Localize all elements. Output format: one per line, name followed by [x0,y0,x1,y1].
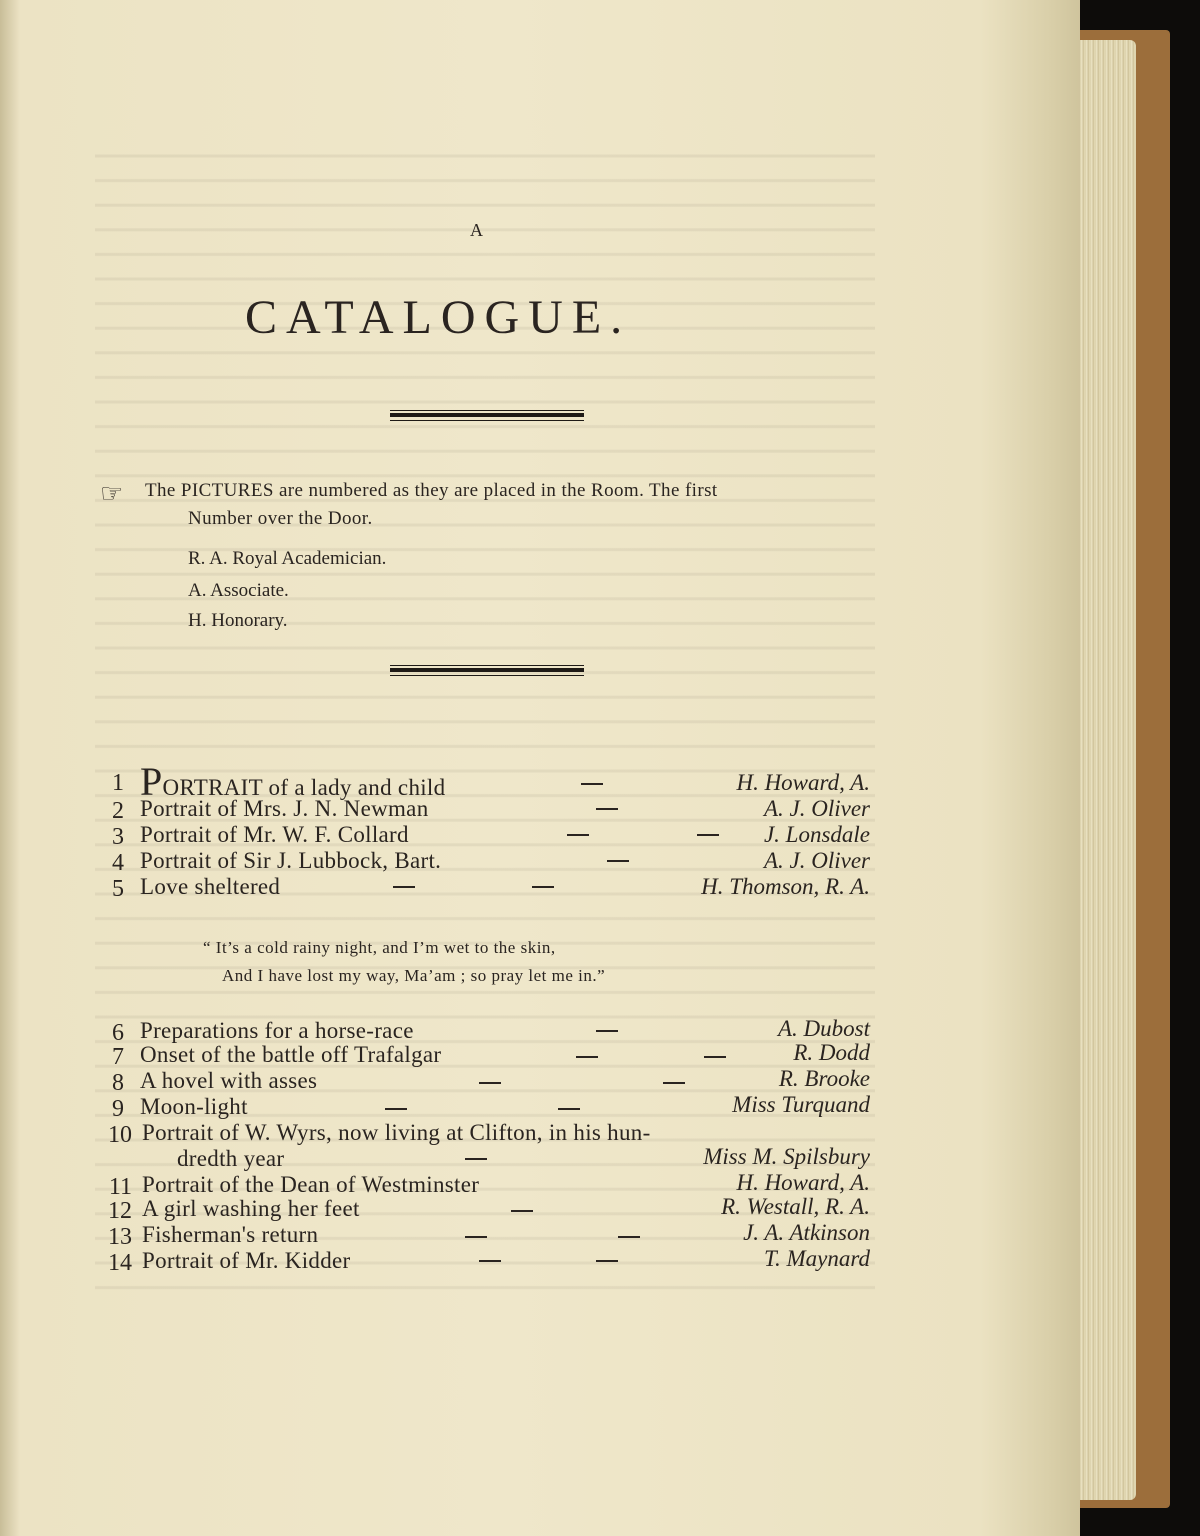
entry-number: 13 [108,1224,132,1250]
leader-dash [567,834,589,836]
entry-title-continued: dredth year [177,1146,285,1171]
entry-artist: H. Howard, A. [736,770,870,795]
entry-title: Fisherman's return [142,1222,319,1247]
quote-line-1: “ It’s a cold rainy night, and I’m wet to the skin, [203,938,556,957]
entry-number: 9 [112,1096,124,1122]
entry-artist: Miss M. Spilsbury [703,1144,870,1169]
entry-number: 5 [112,876,124,902]
entry-title: PORTRAIT of a lady and child [140,759,446,804]
middle-rule [390,665,584,678]
entry-artist: A. J. Oliver [763,848,870,873]
abbreviation-a: A. Associate. [188,580,289,601]
leader-dash [511,1210,533,1212]
page-title: CATALOGUE. [245,291,632,344]
entry-title: Moon-light [140,1094,248,1119]
entry-title: Love sheltered [140,874,281,899]
leader-dash [393,886,415,888]
entry-artist: H. Howard, A. [736,1170,870,1195]
entry-number: 3 [112,824,124,850]
drop-cap: P [140,759,163,804]
leader-dash [385,1108,407,1110]
quote-line-2: And I have lost my way, Ma’am ; so pray let me in.” [222,966,606,985]
abbreviation-ra: R. A. Royal Academician. [188,548,387,569]
entry-artist: J. A. Atkinson [743,1220,870,1245]
entry-artist: R. Dodd [793,1040,870,1065]
leader-dash [581,783,603,785]
heading-article: A [470,220,484,240]
leader-dash [558,1108,580,1110]
entry-artist: R. Brooke [778,1066,870,1091]
leader-dash [532,886,554,888]
entry-number: 4 [112,850,124,876]
entry-number: 1 [112,770,124,796]
notice-line-2: Number over the Door. [188,508,373,529]
leader-dash [465,1158,487,1160]
entry-number: 2 [112,798,124,824]
entry-artist: T. Maynard [763,1246,870,1271]
entry-number: 14 [108,1250,132,1276]
entry-number: 8 [112,1070,124,1096]
pointing-hand-icon: ☞ [100,479,124,508]
entry-artist: Miss Turquand [732,1092,870,1117]
entry-number: 11 [108,1174,132,1200]
entry-title: Portrait of Mr. W. F. Collard [140,822,409,847]
notice-line-1: The PICTURES are numbered as they are placed in the Room. The first [145,480,718,501]
entry-artist: H. Thomson, R. A. [701,874,870,899]
entry-number: 10 [108,1122,132,1148]
entry-title: Preparations for a horse-race [140,1018,414,1043]
entry-title: Onset of the battle off Trafalgar [140,1042,442,1067]
entry-artist: A. J. Oliver [763,796,870,821]
leader-dash [576,1056,598,1058]
entry-number: 12 [108,1198,132,1224]
entry-title: Portrait of Mrs. J. N. Newman [140,796,429,821]
entry-title: Portrait of Mr. Kidder [142,1248,351,1273]
entry-title: Portrait of Sir J. Lubbock, Bart. [140,848,442,873]
top-rule [390,410,584,423]
entry-artist: A. Dubost [778,1016,870,1041]
entry-title: Portrait of the Dean of Westminster [142,1172,480,1197]
leader-dash [465,1236,487,1238]
entry-artist: J. Lonsdale [763,822,870,847]
entry-number: 6 [112,1020,124,1046]
entry-title: A girl washing her feet [142,1196,360,1221]
leader-dash [479,1082,501,1084]
entry-title: Portrait of W. Wyrs, now living at Clifton, in his hun- [142,1120,651,1145]
entry-number: 7 [112,1044,124,1070]
leader-dash [479,1260,501,1262]
abbreviation-h: H. Honorary. [188,610,288,631]
entry-title: A hovel with asses [140,1068,318,1093]
entry-artist: R. Westall, R. A. [721,1194,870,1219]
